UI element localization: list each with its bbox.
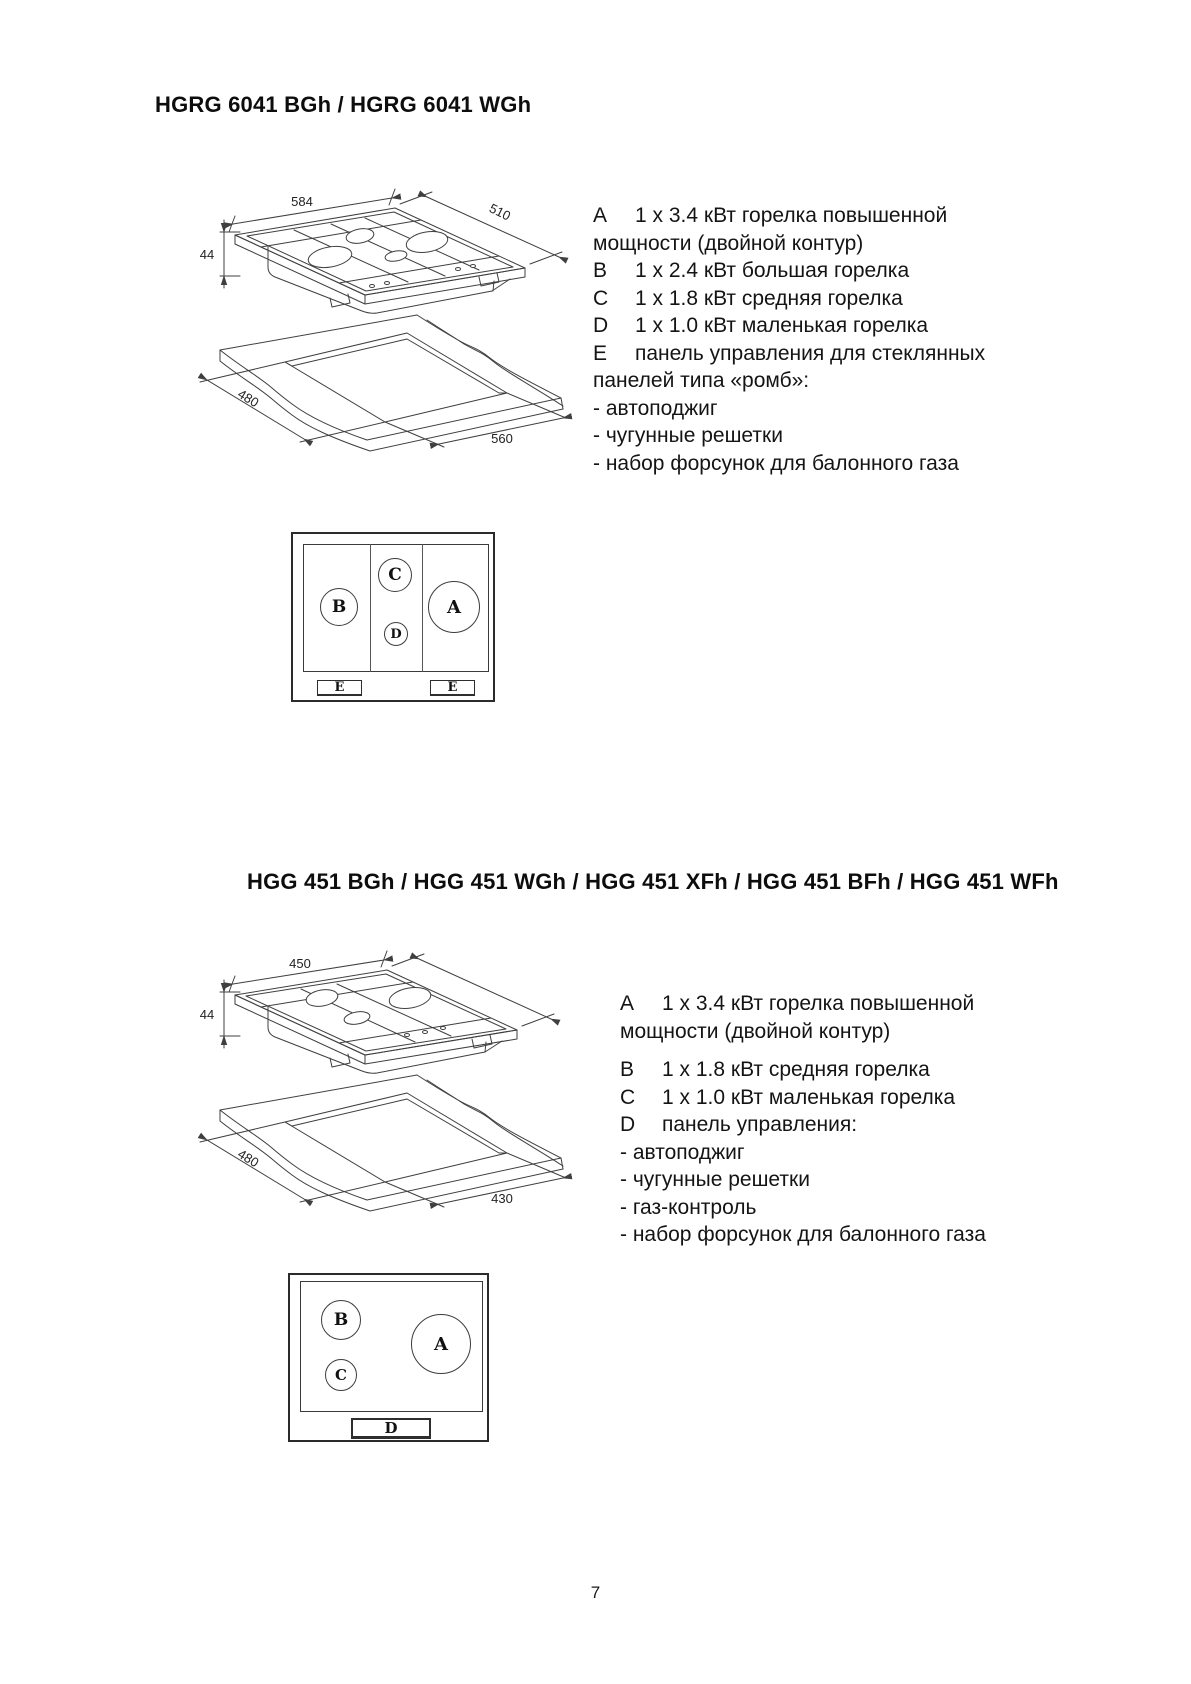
control-panel [351,1418,431,1439]
spec-text: панель управления: [662,1113,858,1136]
panel-right-label: E [447,680,458,695]
spec-line [593,422,985,450]
burner-b-circle [320,588,358,626]
burner-a [388,985,433,1012]
burner-d [384,249,407,263]
spec-line [620,1084,986,1112]
burner-b-label: B [331,597,347,617]
spec-letter: C [620,1085,636,1109]
spec-line [620,1139,986,1167]
spec-text: 1 x 1.8 кВт средняя горелка [662,1058,930,1081]
dim-top-width-label: 584 [291,194,313,209]
spec-letter: A [593,204,608,227]
burner-d-circle [384,622,408,646]
spec-text: - набор форсунок для балонного газа [593,451,959,475]
dim-height-label: 44 [199,247,215,262]
burner-a [405,229,450,256]
spec-text: 1 x 1.0 кВт маленькая горелка [635,314,929,337]
burner-d-label: D [390,626,402,642]
dim-top-width-label: 450 [289,956,311,971]
schematic-divider-left [370,544,371,672]
spec-line [620,1221,986,1249]
spec-text: - набор форсунок для балонного газа [620,1223,986,1246]
spec-text: 1 x 1.0 кВт маленькая горелка [662,1085,956,1109]
dim-cutout-depth-label: 480 [235,386,262,411]
section1-title: HGRG 6041 BGh / HGRG 6041 WGh [155,92,532,117]
spec-letter: D [620,1113,636,1136]
spec-text: 1 x 1.8 кВт средняя горелка [635,286,903,310]
burner-b-label: B [333,1310,349,1330]
spec-line [620,990,986,1018]
spec-letter: C [593,286,609,310]
burner-b [305,987,339,1008]
section2-specs [620,990,986,1249]
spec-letter: E [593,341,608,365]
hob-isometric-60cm [235,208,525,313]
panel-label: D [384,1419,398,1437]
control-panel-right [430,680,475,696]
spec-text: мощности (двойной контур) [593,231,864,255]
page-number: 7 [590,1583,601,1602]
spec-line [593,285,985,313]
cutout-drawing-60cm [200,315,566,451]
section2-title: HGG 451 BGh / HGG 451 WGh / HGG 451 XFh / HGG 451 BFh / HGG 451 WFh [247,869,1059,894]
panel-left-label: E [334,680,345,695]
spec-letter: A [620,992,635,1015]
spec-line [620,1056,986,1084]
spec-text: - чугунные решетки [593,424,783,447]
spec-line [593,395,985,423]
spec-line [620,1194,986,1222]
schematic-top-view-45cm [288,1273,489,1442]
spec-text: - автоподжиг [620,1140,745,1164]
spec-text: панель управления для стеклянных [635,341,986,365]
hob-dimensions-60cm [200,189,562,288]
control-panel-left [317,680,362,696]
spec-line [620,1166,986,1194]
burner-c-label: C [388,565,402,585]
dim-cutout-width-label: 560 [491,431,513,446]
burner-c [343,1010,371,1026]
spec-line [593,230,985,258]
spec-text: - автоподжиг [593,396,718,420]
spec-line [593,202,985,230]
spec-line [620,1018,986,1046]
schematic-divider-right [422,544,423,672]
spec-letter: B [593,259,608,282]
spec-letter: B [620,1058,635,1081]
spec-line [620,1111,986,1139]
burner-a-label: A [434,1333,448,1355]
dim-cutout-width-label: 430 [491,1191,513,1206]
burner-c-label: C [335,1366,347,1384]
dim-depth-label: 510 [486,200,514,224]
spec-text: 1 x 3.4 кВт горелка повышенной [662,992,975,1015]
spec-text: 1 x 2.4 кВт большая горелка [635,259,910,282]
burner-b-circle [321,1300,361,1340]
burner-c-circle [325,1359,357,1391]
section1-specs [593,202,985,477]
section1-isometric-drawing [180,170,580,475]
spec-line [593,312,985,340]
spec-text: 1 x 3.4 кВт горелка повышенной [635,204,948,227]
spec-line [593,450,985,478]
burner-a-label: A [447,596,461,618]
spec-text: - чугунные решетки [620,1168,810,1191]
cutout-drawing-45cm [200,1075,566,1211]
spec-line [593,367,985,395]
spec-text: - газ-контроль [620,1195,757,1219]
spec-text: мощности (двойной контур) [620,1019,891,1043]
section2-isometric-drawing [180,930,580,1235]
burner-c-circle [378,558,412,592]
schematic-top-view-60cm [291,532,495,702]
spec-letter: D [593,314,609,337]
dim-height-label: 44 [199,1007,215,1022]
spec-text: панелей типа «ромб»: [593,369,810,392]
dim-cutout-depth-label: 480 [235,1146,262,1171]
spec-line [593,257,985,285]
spec-line [593,340,985,368]
burner-a-circle [428,581,480,633]
burner-a-circle [411,1314,471,1374]
hob-isometric-45cm [235,970,517,1073]
